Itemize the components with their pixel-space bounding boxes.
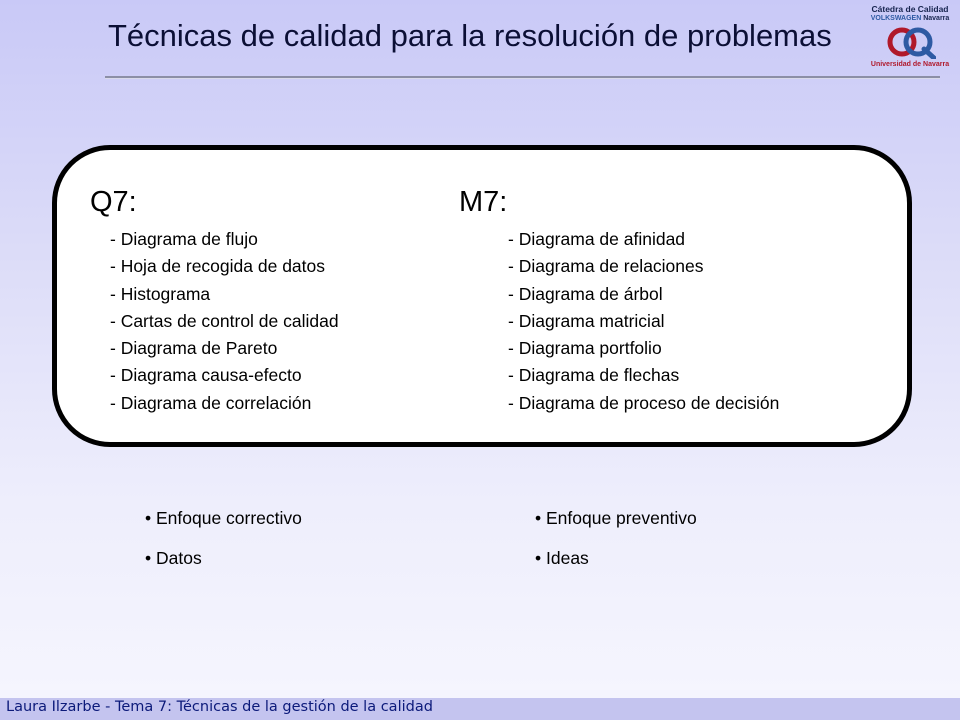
logo-line-universidad: Universidad de Navarra (870, 61, 950, 68)
logo-line-volkswagen (862, 14, 958, 23)
m7-item: - Diagrama matricial (508, 310, 665, 331)
m7-item: - Diagrama portfolio (508, 338, 662, 359)
q7-approach-item: • Datos (145, 548, 202, 568)
universidad-navarra-emblem-icon (884, 25, 936, 59)
q7-approach-list (145, 498, 302, 578)
logo-line-catedra: Cátedra de Calidad (871, 4, 949, 14)
m7-item: - Diagrama de flechas (508, 365, 680, 386)
title-divider (105, 76, 940, 78)
m7-item: - Diagrama de afinidad (508, 229, 686, 249)
q7-list (110, 226, 339, 417)
m7-item: - Diagrama de árbol (508, 283, 663, 304)
m7-approach-item: • Ideas (535, 548, 589, 568)
q7-item: - Diagrama de Pareto (110, 338, 278, 359)
q7-item: - Histograma (110, 283, 211, 304)
q7-approach-item: • Enfoque correctivo (145, 508, 302, 528)
footer-bar (0, 698, 960, 720)
logo-navarra-text: Navarra (923, 15, 950, 22)
m7-approach-item: • Enfoque preventivo (535, 508, 697, 528)
m7-heading: M7: (459, 186, 508, 218)
slide-title: Técnicas de calidad para la resolución de problemas (108, 18, 832, 53)
m7-item: - Diagrama de relaciones (508, 256, 704, 277)
footer-text: Laura Ilzarbe - Tema 7: Técnicas de la gestión de la calidad (6, 699, 433, 715)
catedra-logo (862, 2, 958, 76)
logo-volkswagen-text: VOLKSWAGEN (870, 15, 922, 22)
m7-list (508, 226, 779, 417)
q7-item: - Diagrama de correlación (110, 392, 312, 413)
q7-item: - Hoja de recogida de datos (110, 256, 325, 277)
m7-item: - Diagrama de proceso de decisión (508, 392, 780, 413)
m7-approach-list (535, 498, 697, 578)
q7-item: - Diagrama causa-efecto (110, 365, 302, 386)
q7-heading: Q7: (90, 186, 137, 218)
techniques-panel (52, 145, 912, 447)
q7-item: - Diagrama de flujo (110, 229, 258, 249)
q7-item: - Cartas de control de calidad (110, 310, 339, 331)
